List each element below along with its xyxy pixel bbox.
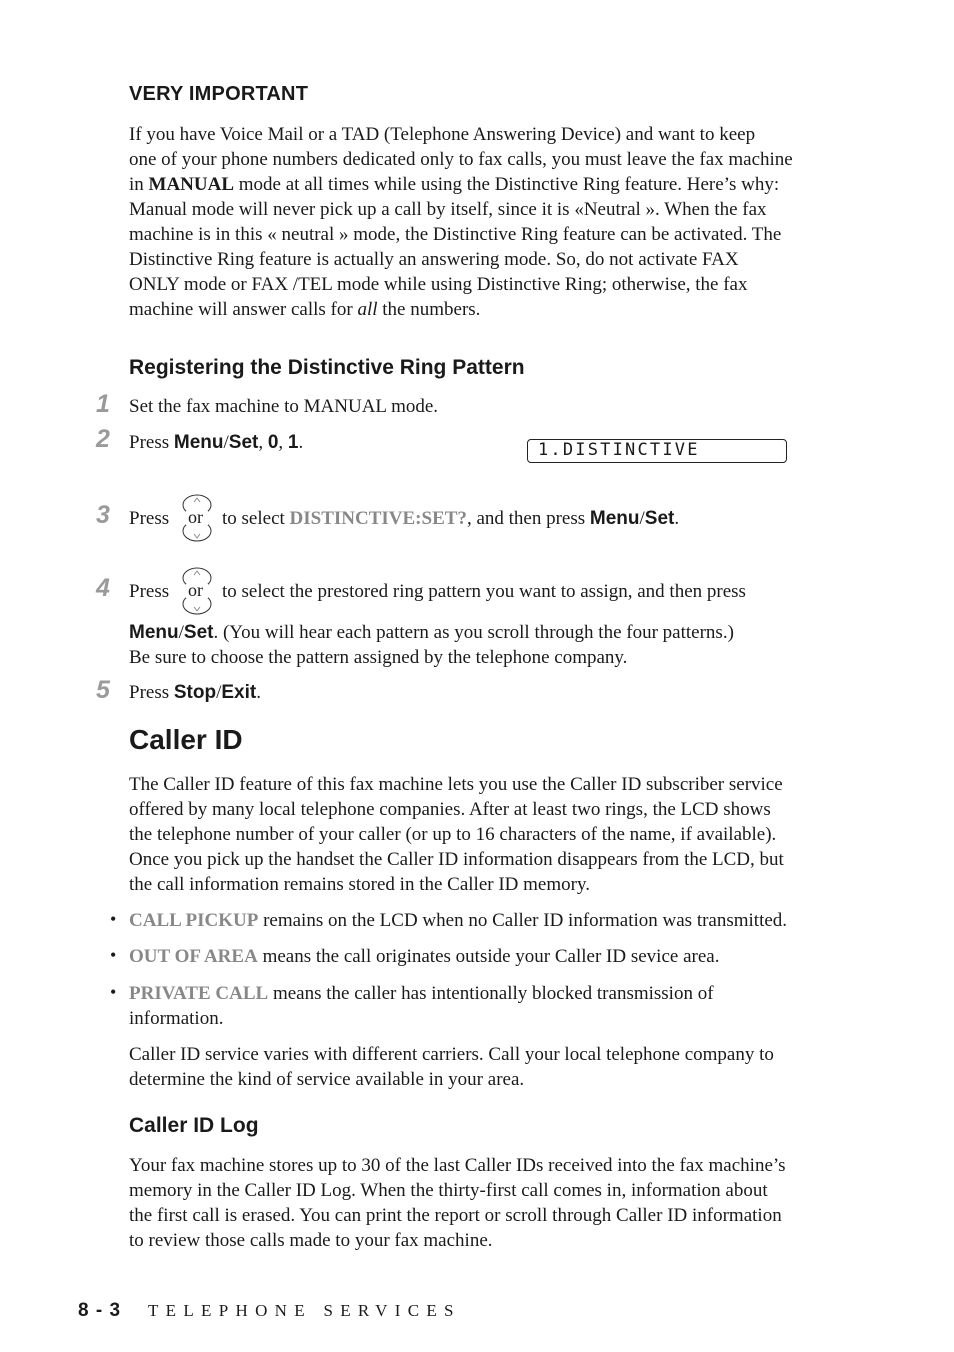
text-line: to review those calls made to your fax machine.	[129, 1230, 493, 1251]
bullet-private-call: PRIVATE CALL means the caller has intentionally blocked transmission of information.	[129, 983, 714, 1029]
text-line: determine the kind of service available in your area.	[129, 1069, 525, 1090]
step-4-press: Press	[129, 581, 170, 602]
bullet-out-of-area: OUT OF AREA means the call originates outside your Caller ID sevice area.	[129, 946, 720, 967]
text-line: offered by many local telephone companies. After at least two rings, the LCD shows	[129, 799, 771, 820]
bullet-mark: •	[110, 945, 117, 965]
or-label: or	[188, 507, 203, 527]
page-number: 8 - 3	[78, 1300, 122, 1321]
chapter-title: TELEPHONE SERVICES	[148, 1301, 461, 1320]
step-4-line-2: Menu/Set. (You will hear each pattern as you scroll through the four patterns.)	[129, 622, 734, 643]
very-important-heading: VERY IMPORTANT	[129, 83, 309, 105]
step-4-line-3: Be sure to choose the pattern assigned by the telephone company.	[129, 647, 628, 668]
text-line: one of your phone numbers dedicated only to fax calls, you must leave the fax machine	[129, 149, 793, 170]
bullet-call-pickup: CALL PICKUP remains on the LCD when no Caller ID information was transmitted.	[129, 910, 788, 931]
lcd-display: 1.DISTINCTIVE	[527, 439, 787, 463]
step-3-press: Press	[129, 508, 170, 529]
text-line: The Caller ID feature of this fax machine lets you use the Caller ID subscriber service	[129, 774, 783, 795]
or-label: or	[188, 580, 203, 600]
text-line: Caller ID service varies with different carriers. Call your local telephone company to	[129, 1044, 774, 1065]
step-number: 4	[96, 574, 110, 602]
text-line: If you have Voice Mail or a TAD (Telephone Answering Device) and want to keep	[129, 124, 756, 145]
text-line: the call information remains stored in the Caller ID memory.	[129, 874, 590, 895]
step-5-text: Press Stop/Exit.	[129, 682, 261, 703]
step-number: 2	[96, 425, 110, 453]
step-number: 3	[96, 501, 110, 529]
text-line: in MANUAL mode at all times while using the Distinctive Ring feature. Here’s why:	[129, 174, 780, 195]
bullet-mark: •	[110, 909, 117, 929]
caller-id-heading: Caller ID	[129, 724, 243, 755]
step-2-text: Press Menu/Set, 0, 1.	[129, 432, 304, 453]
step-3-text: to select DISTINCTIVE:SET?, and then press Menu/Set.	[222, 508, 680, 529]
text-line: Distinctive Ring feature is actually an answering mode. So, do not activate FAX	[129, 249, 739, 270]
text-line: the telephone number of your caller (or up to 16 characters of the name, if available).	[129, 824, 777, 845]
text-line: memory in the Caller ID Log. When the thirty-first call comes in, information about	[129, 1180, 768, 1201]
bullet-mark: •	[110, 982, 117, 1002]
text-line: Once you pick up the handset the Caller ID information disappears from the LCD, but	[129, 849, 784, 870]
step-1-text: Set the fax machine to MANUAL mode.	[129, 396, 439, 417]
step-number: 1	[96, 390, 110, 418]
text-line: ONLY mode or FAX /TEL mode while using Distinctive Ring; otherwise, the fax	[129, 274, 748, 295]
caller-id-paragraph	[129, 772, 849, 897]
register-heading: Registering the Distinctive Ring Pattern	[129, 356, 525, 379]
text-line: the first call is erased. You can print the report or scroll through Caller ID information	[129, 1205, 782, 1226]
caller-id-paragraph-2	[129, 1042, 849, 1092]
up-down-keys	[180, 494, 214, 542]
text-line: Your fax machine stores up to 30 of the last Caller IDs received into the fax machine’s	[129, 1155, 786, 1176]
text-line: machine will answer calls for all the numbers.	[129, 299, 481, 320]
text-line: Manual mode will never pick up a call by itself, since it is «Neutral ». When the fax	[129, 199, 767, 220]
very-important-paragraph	[129, 122, 849, 322]
text-line: machine is in this « neutral » mode, the Distinctive Ring feature can be activated. The	[129, 224, 782, 245]
step-number: 5	[96, 676, 110, 704]
up-down-keys	[180, 567, 214, 615]
step-4-line-1: to select the prestored ring pattern you want to assign, and then press	[222, 581, 746, 602]
caller-id-log-heading: Caller ID Log	[129, 1114, 259, 1137]
caller-id-log-paragraph	[129, 1153, 849, 1253]
